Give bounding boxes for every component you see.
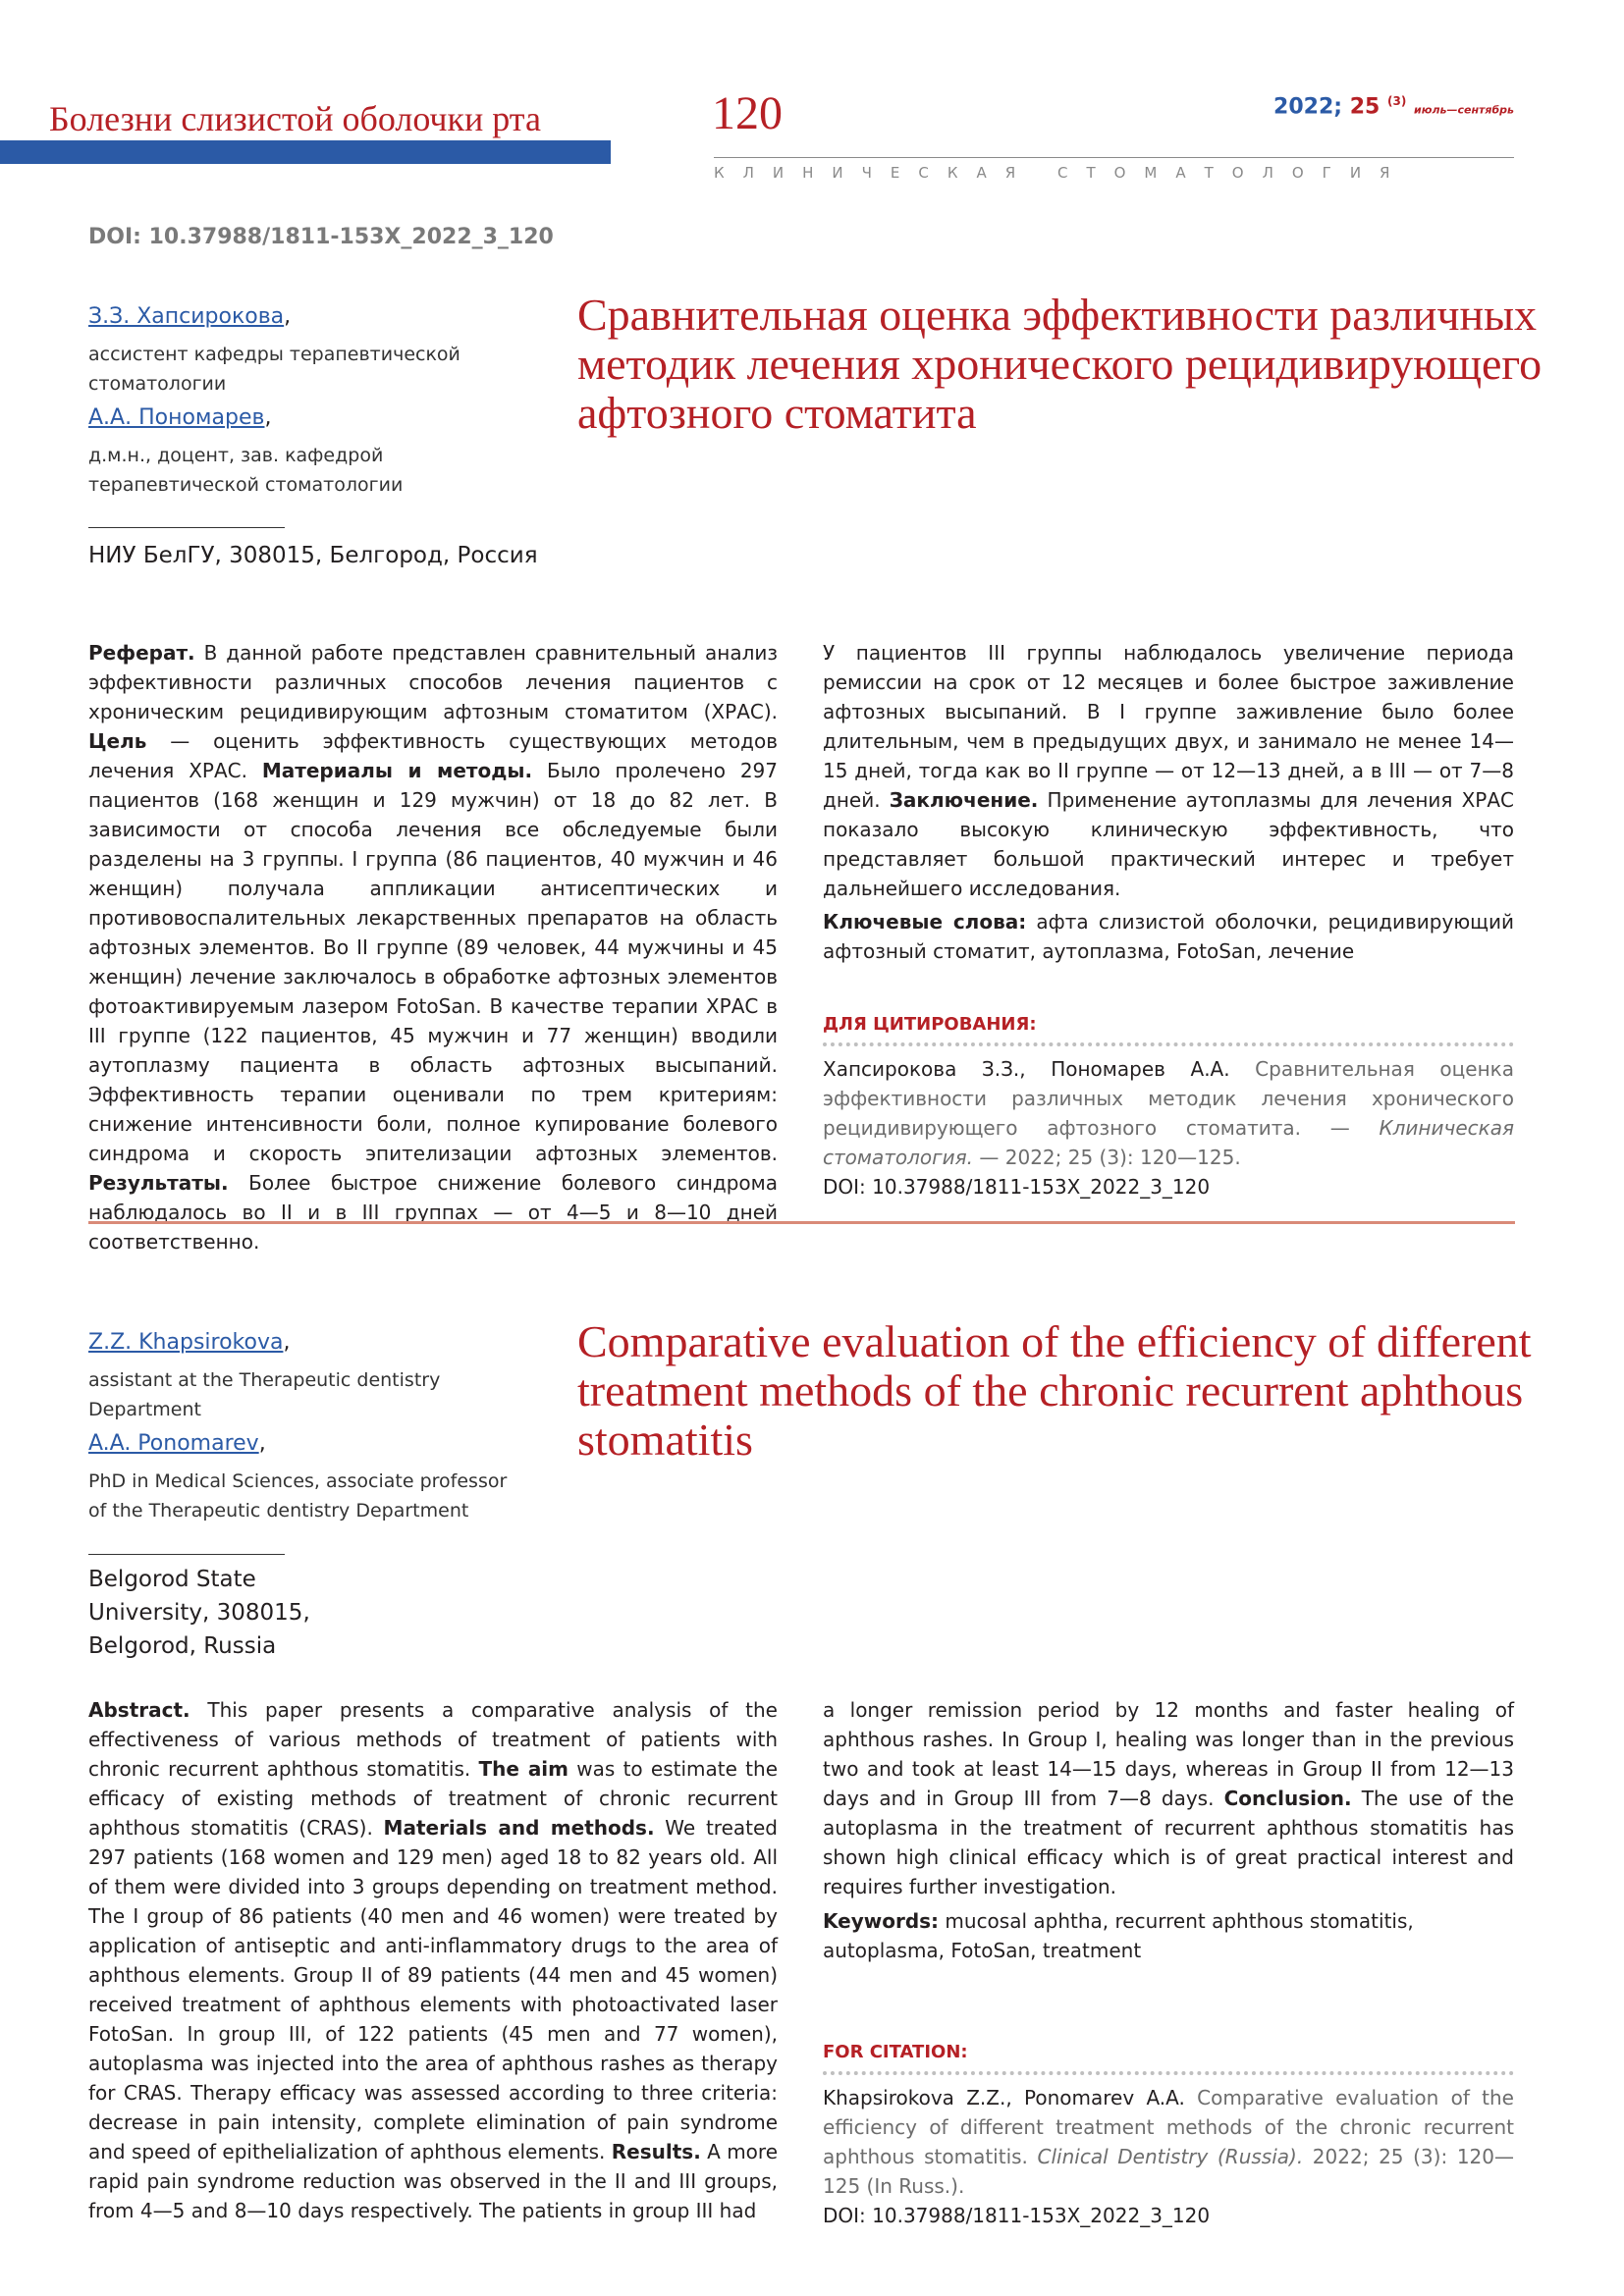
affiliation-rule-en	[88, 1554, 285, 1555]
keywords-en	[823, 1906, 1514, 1965]
author-2-link-ru[interactable]: А.А. Пономарев	[88, 405, 265, 430]
issue-number: (3)	[1387, 94, 1407, 108]
abstract-text-ru-6: Применение аутоплазмы для лечения ХРАС показало высокую клиническую эффективность, что представляет большой практический интерес и требует дальнейшего исследования.	[823, 788, 1514, 900]
abstract-en-col2	[823, 1695, 1514, 1901]
conclusion-label-ru: Заключение.	[889, 788, 1039, 812]
issue-months: июль—сентябрь	[1414, 103, 1514, 117]
abstract-text-en-6: The use of the autoplasma in the treatment of recurrent aphthous stomatitis has shown high clinical efficacy which is of great practical interest and requires further investigation.	[823, 1787, 1514, 1898]
citation-authors-en: Khapsirokova Z.Z., Ponomarev A.A.	[823, 2086, 1185, 2109]
journal-name: КЛИНИЧЕСКАЯ СТОМАТОЛОГИЯ	[714, 164, 1409, 182]
keywords-text-en: mucosal aphtha, recurrent aphthous stomatitis, autoplasma, FotoSan, treatment	[823, 1909, 1414, 1962]
article-title-en: Comparative evaluation of the efficiency of different treatment methods of the chronic recurrent aphthous stomatitis	[577, 1316, 1532, 1465]
abstract-text-ru-3: Было пролечено 297 пациентов (168 женщин и 129 мужчин) от 18 до 82 лет. В зависимости от способа лечения все обследуемые были разделены на 3 группы. I группа (86 пациентов, 40 мужчин и 46 женщин) получала аппликации антисептических и противовоспалительных лекарственных препаратов на область афтозных элементов. Во II группе (89 человек, 44 мужчины и 45 женщин) лечение заключалось в обработке афтозных элементов фотоактивируемым лазером FotoSan. В качестве терапии ХРАС в III группе (122 пациентов, 45 мужчин и 77 женщин) вводили аутоплазму пациента в область афтозных высыпаний. Эффективность терапии оценивали по трем критериям: снижение интенсивности боли, полное купирование болевого синдрома и скорость эпителизации афтозных элементов.	[88, 759, 779, 1165]
abstract-text-en-2: was to estimate the efficacy of existing methods of treatment of chronic recurrent aphthous stomatitis (CRAS).	[88, 1757, 779, 1840]
issue-year: 2022;	[1273, 94, 1343, 120]
keywords-ru	[823, 907, 1514, 966]
citation-journal-ru: Клиническая стоматология.	[823, 1116, 1514, 1169]
language-divider	[88, 1221, 1515, 1224]
conclusion-label-en: Conclusion.	[1223, 1787, 1352, 1810]
abstract-text-ru-5: У пациентов III группы наблюдалось увеличение периода ремиссии на срок от 12 месяцев и более быстрое заживление афтозных высыпаний. В I группе заживление было более длительным, чем в предыдущих двух, и занимало не менее 14—15 дней, тогда как во II группе — от 12—13 дней, а в III — от 7—8 дней.	[823, 641, 1514, 812]
abstract-text-en-3: We treated 297 patients (168 women and 129 men) aged 18 to 82 years old. All of them were divided into 3 groups depending on treatment method. The I group of 86 patients (40 men and 46 women) were treated by application of antiseptic and anti-inflammatory drugs to the area of aphthous elements. Group II of 89 patients (44 men and 45 women) received treatment of aphthous elements with photoactivated laser FotoSan. In group III, of 122 patients (45 men and 77 women), autoplasma was injected into the area of aphthous rashes as therapy for CRAS. Therapy efficacy was assessed according to three criteria: decrease in pain intensity, complete elimination of pain syndrome and speed of epithelialization of aphthous elements.	[88, 1816, 778, 2163]
citation-title-en: Comparative evaluation of the efficiency of different treatment methods of the chronic recurrent aphthous stomatitis.	[823, 2086, 1514, 2168]
abstract-text-ru-1: В данной работе представлен сравнительный анализ эффективности различных способов лечения пациентов с хроническим рецидивирующим афтозным стоматитом (ХРАС).	[88, 641, 778, 723]
citation-dots-ru	[823, 1042, 1514, 1046]
citation-doi-ru[interactable]: DOI: 10.37988/1811-153X_2022_3_120	[823, 1175, 1211, 1199]
author-1-link-en[interactable]: Z.Z. Khapsirokova	[88, 1330, 284, 1355]
citation-ru	[823, 1054, 1514, 1201]
citation-title-ru: Сравнительная оценка эффективности различных методик лечения хронического рецидивирующего афтозного стоматита. —	[823, 1057, 1514, 1140]
author-1-name-ru[interactable]	[88, 304, 291, 329]
author-2-sep-ru: ,	[264, 405, 272, 430]
author-2-role-en: PhD in Medical Sciences, associate professor of the Therapeutic dentistry Department	[88, 1470, 508, 1522]
author-2-link-en[interactable]: A.A. Ponomarev	[88, 1431, 259, 1456]
results-label-en: Results.	[611, 2140, 701, 2163]
abstract-ru-col1	[88, 638, 778, 1256]
citation-authors-ru: Хапсирокова З.З., Пономарев А.А.	[823, 1057, 1230, 1081]
citation-tail-en: 2022; 25 (3): 120—125 (In Russ.).	[823, 2145, 1514, 2198]
abstract-text-en-5: a longer remission period by 12 months and faster healing of aphthous rashes. In Group I, healing was longer than in the previous two and took at least 14—15 days, whereas in Group II from 12—13 days and in Group III from 7—8 days.	[823, 1698, 1514, 1810]
issue-info	[1273, 94, 1514, 119]
citation-en	[823, 2083, 1514, 2230]
keywords-label-en: Keywords:	[823, 1909, 940, 1933]
author-1-role-en: assistant at the Therapeutic dentistry Department	[88, 1369, 441, 1420]
author-1-name-en[interactable]	[88, 1330, 290, 1355]
abstract-text-en-4: A more rapid pain syndrome reduction was observed in the II and III groups, from 4—5 and 8—10 days respectively. The patients in group III had	[88, 2140, 778, 2222]
citation-journal-en: Clinical Dentistry (Russia).	[1037, 2145, 1304, 2168]
abstract-text-en-1: This paper presents a comparative analysis of the effectiveness of various methods of treatment of patients with chronic recurrent aphthous stomatitis.	[88, 1698, 778, 1781]
page-number: 120	[712, 87, 783, 139]
affiliation-rule-ru	[88, 527, 285, 528]
article-title-ru: Сравнительная оценка эффективности различных методик лечения хронического рецидивирующего афтозного стоматита	[577, 290, 1543, 438]
results-label-ru: Результаты.	[88, 1171, 229, 1195]
section-title: Болезни слизистой оболочки рта	[49, 99, 541, 138]
abstract-ru-col2	[823, 638, 1514, 903]
affiliation-ru: НИУ БелГУ, 308015, Белгород, Россия	[88, 543, 538, 568]
author-2-sep-en: ,	[258, 1431, 266, 1456]
abstract-label-en: Abstract.	[88, 1698, 190, 1722]
author-1-link-ru[interactable]: З.З. Хапсирокова	[88, 304, 285, 329]
citation-tail-ru: — 2022; 25 (3): 120—125.	[973, 1146, 1241, 1169]
issue-volume: 25	[1349, 94, 1380, 120]
abstract-en-col1	[88, 1695, 778, 2225]
journal-rule	[714, 157, 1514, 158]
author-2-role-ru: д.м.н., доцент, зав. кафедрой терапевтической стоматологии	[88, 445, 404, 496]
author-2-name-en[interactable]	[88, 1431, 266, 1456]
abstract-text-ru-4: Более быстрое снижение болевого синдрома наблюдалось во II и в III группах — от 4—5 и 8—10 дней соответственно.	[88, 1171, 778, 1254]
keywords-text-ru: афта слизистой оболочки, рецидивирующий афтозный стоматит, аутоплазма, FotoSan, лечение	[823, 910, 1515, 963]
header-bar	[0, 140, 611, 164]
author-2-name-ru[interactable]	[88, 405, 271, 430]
citation-label-ru: ДЛЯ ЦИТИРОВАНИЯ:	[823, 1014, 1037, 1035]
author-1-role-ru: ассистент кафедры терапевтической стоматологии	[88, 344, 460, 395]
affiliation-en: Belgorod State University, 308015, Belgorod, Russia	[88, 1567, 310, 1659]
citation-doi-en[interactable]: DOI: 10.37988/1811-153X_2022_3_120	[823, 2204, 1211, 2227]
aim-label-en: The aim	[478, 1757, 569, 1781]
keywords-label-ru: Ключевые слова:	[823, 910, 1027, 934]
methods-label-ru: Материалы и методы.	[261, 759, 533, 782]
author-1-sep-ru: ,	[284, 304, 292, 329]
abstract-text-ru-2: — оценить эффективность существующих методов лечения ХРАС.	[88, 729, 778, 782]
citation-dots-en	[823, 2071, 1514, 2075]
aim-label-ru: Цель	[88, 729, 147, 753]
abstract-label-ru: Реферат.	[88, 641, 195, 665]
doi: DOI: 10.37988/1811-153X_2022_3_120	[88, 225, 554, 249]
citation-label-en: FOR CITATION:	[823, 2042, 968, 2062]
methods-label-en: Materials and methods.	[383, 1816, 655, 1840]
author-1-sep-en: ,	[283, 1330, 291, 1355]
